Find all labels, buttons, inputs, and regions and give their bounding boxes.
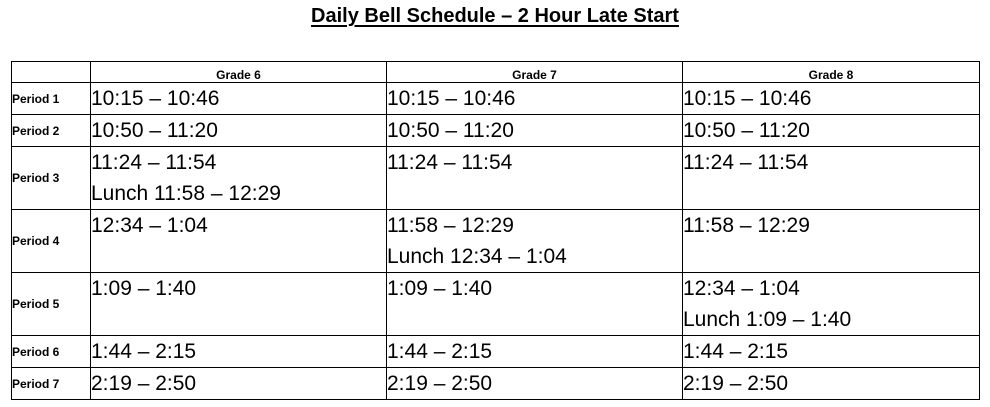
time-cell xyxy=(91,210,387,273)
time-slot: 10:15 – 10:46 xyxy=(91,87,220,110)
time-cell xyxy=(387,273,683,336)
lunch-slot: Lunch 11:58 – 12:29 xyxy=(91,182,281,205)
time-slot: 12:34 – 1:04 xyxy=(683,277,800,300)
period-label: Period 4 xyxy=(12,210,91,273)
time-slot: 11:58 – 12:29 xyxy=(683,214,810,237)
time-slot: 2:19 – 2:50 xyxy=(91,372,197,395)
bell-schedule-table xyxy=(11,61,980,400)
table-row xyxy=(12,368,980,400)
lunch-slot: Lunch 1:09 – 1:40 xyxy=(683,308,852,331)
time-slot: 1:44 – 2:15 xyxy=(91,340,197,363)
time-cell xyxy=(91,147,387,210)
page-title: Daily Bell Schedule – 2 Hour Late Start xyxy=(311,5,679,27)
time-slot: 11:24 – 11:54 xyxy=(387,151,513,174)
time-slot: 11:58 – 12:29 xyxy=(387,214,514,237)
time-slot: 10:15 – 10:46 xyxy=(683,87,812,110)
time-slot: 1:44 – 2:15 xyxy=(387,340,493,363)
time-cell xyxy=(91,115,387,147)
time-cell xyxy=(91,336,387,368)
time-cell xyxy=(683,115,980,147)
corner-cell xyxy=(12,62,91,83)
time-cell xyxy=(91,368,387,400)
time-cell xyxy=(387,336,683,368)
time-cell xyxy=(91,273,387,336)
period-label: Period 6 xyxy=(12,336,91,368)
period-label: Period 2 xyxy=(12,115,91,147)
time-slot: 1:44 – 2:15 xyxy=(683,340,789,363)
time-cell xyxy=(683,147,980,210)
time-slot: 10:50 – 11:20 xyxy=(91,119,218,142)
time-cell xyxy=(683,273,980,336)
time-slot: 1:09 – 1:40 xyxy=(91,277,197,300)
time-cell xyxy=(683,83,980,115)
table-row xyxy=(12,210,980,273)
grade-header-7: Grade 7 xyxy=(387,62,683,83)
time-slot: 10:50 – 11:20 xyxy=(683,119,810,142)
period-label: Period 7 xyxy=(12,368,91,400)
table-row xyxy=(12,115,980,147)
time-cell xyxy=(387,147,683,210)
time-slot: 10:15 – 10:46 xyxy=(387,87,516,110)
time-cell xyxy=(683,336,980,368)
time-slot: 11:24 – 11:54 xyxy=(683,151,809,174)
time-slot: 2:19 – 2:50 xyxy=(683,372,789,395)
grade-header-6: Grade 6 xyxy=(91,62,387,83)
time-slot: 10:50 – 11:20 xyxy=(387,119,514,142)
period-label: Period 5 xyxy=(12,273,91,336)
time-cell xyxy=(683,368,980,400)
table-row xyxy=(12,147,980,210)
table-row xyxy=(12,273,980,336)
time-slot: 1:09 – 1:40 xyxy=(387,277,493,300)
table-row xyxy=(12,83,980,115)
time-slot: 11:24 – 11:54 xyxy=(91,151,217,174)
time-cell xyxy=(91,83,387,115)
time-slot: 2:19 – 2:50 xyxy=(387,372,493,395)
grade-header-8: Grade 8 xyxy=(683,62,980,83)
time-cell xyxy=(387,83,683,115)
period-label: Period 3 xyxy=(12,147,91,210)
header-row xyxy=(12,62,980,83)
table-row xyxy=(12,336,980,368)
time-cell xyxy=(387,115,683,147)
time-cell xyxy=(387,368,683,400)
time-cell xyxy=(387,210,683,273)
period-label: Period 1 xyxy=(12,83,91,115)
time-slot: 12:34 – 1:04 xyxy=(91,214,208,237)
lunch-slot: Lunch 12:34 – 1:04 xyxy=(387,245,567,268)
time-cell xyxy=(683,210,980,273)
